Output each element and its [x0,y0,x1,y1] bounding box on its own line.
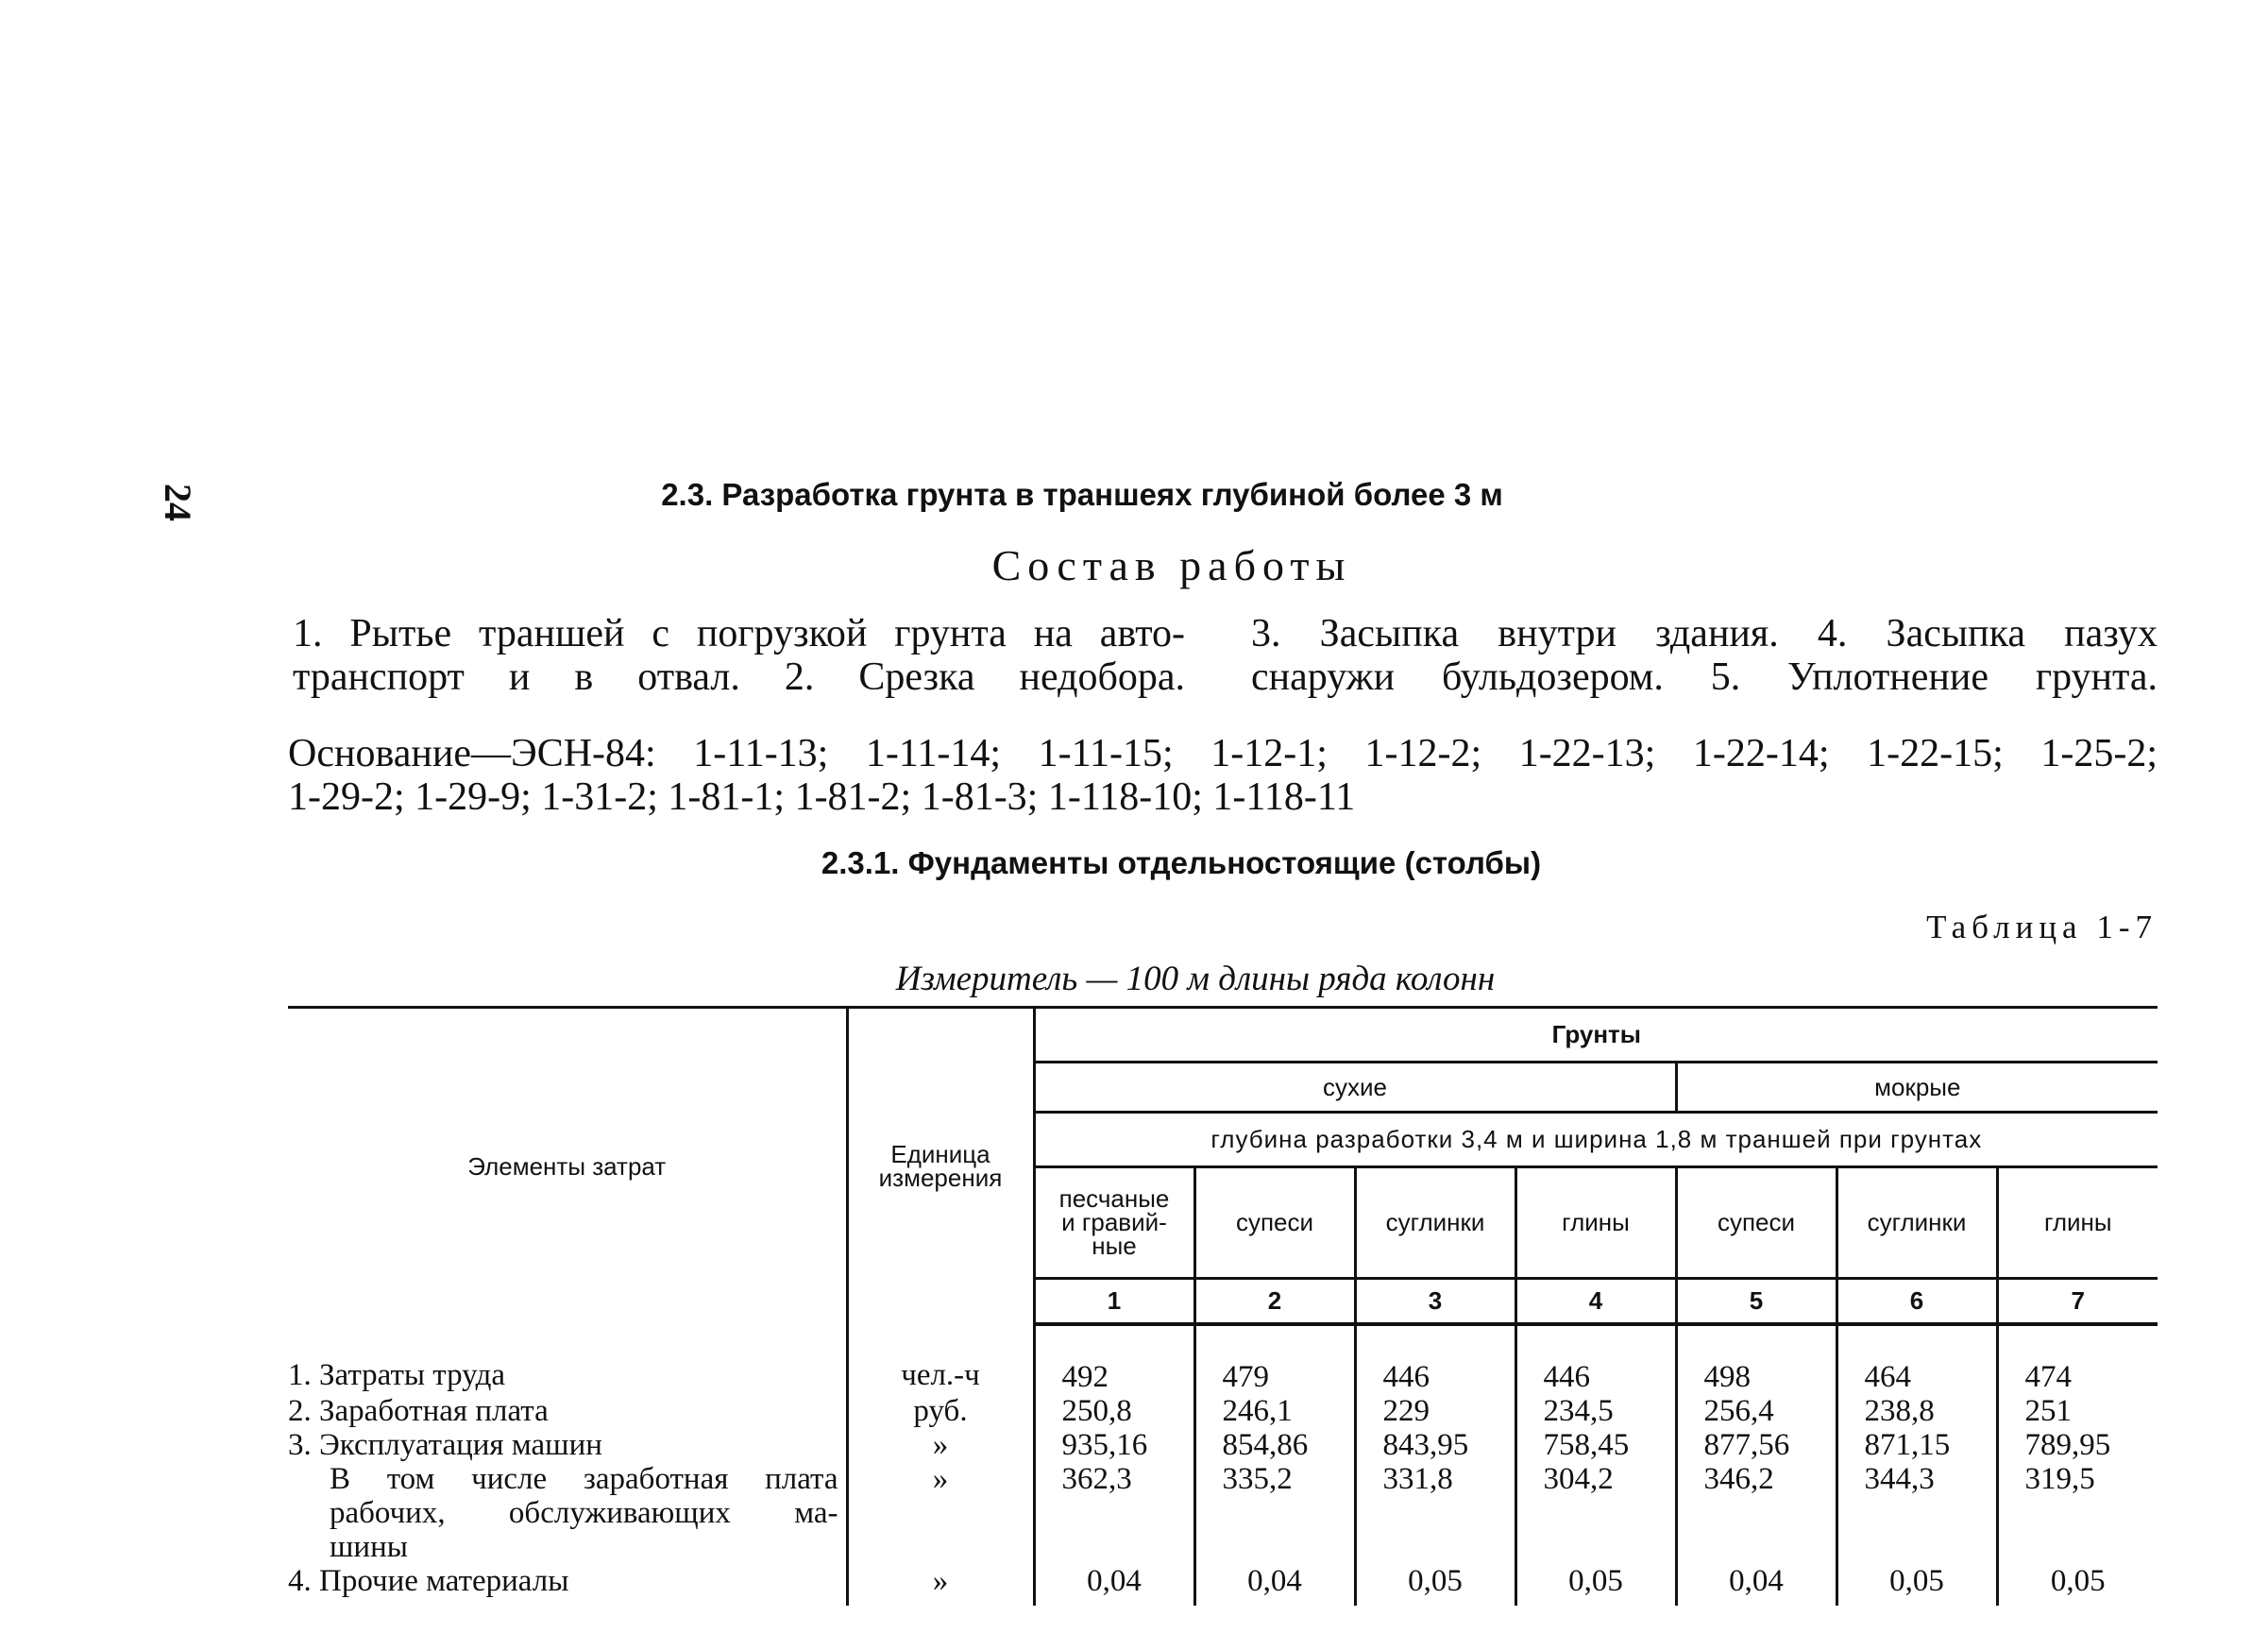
cell-value: 251 [1997,1394,2158,1428]
table-number: Таблица 1-7 [1926,909,2158,945]
col-number-4: 4 [1515,1279,1676,1325]
table-row [288,1428,2158,1462]
cell-value: 331,8 [1355,1462,1515,1564]
subsection-title: 2.3.1. Фундаменты отдельностоящие (столбы) [821,845,1542,880]
cell-value: 238,8 [1836,1394,1997,1428]
basis-references [288,732,2158,819]
basis-line-1: Основание—ЭСН-84: 1-11-13; 1-11-14; 1-11-15; 1-12-1; 1-12-2; 1-22-13; 1-22-14; 1-22-15; 1-25-2; [288,732,2158,775]
cell-value: 229 [1355,1394,1515,1428]
work-left-line-2: транспорт и в отвал. 2. Срезка недобора. [293,655,1185,699]
col-number-5: 5 [1676,1279,1836,1325]
cell-value: 789,95 [1997,1428,2158,1462]
cell-value: 234,5 [1515,1394,1676,1428]
table-row [288,1324,2158,1394]
cell-value: 877,56 [1676,1428,1836,1462]
cell-value: 492 [1034,1324,1194,1394]
page-number: 24 [157,484,199,521]
work-description-right [1251,612,2158,699]
header-type-3: суглинки [1355,1167,1515,1279]
cell-value: 304,2 [1515,1462,1676,1564]
header-depth: глубина разработки 3,4 м и ширина 1,8 м траншей при грунтах [1034,1113,2158,1167]
row-label: 1. Затраты труда [288,1358,506,1392]
col-number-6: 6 [1836,1279,1997,1325]
header-type-7: глины [1997,1167,2158,1279]
cell-value: 335,2 [1194,1462,1355,1564]
row-unit: » [847,1428,1034,1462]
header-wet: мокрые [1676,1063,2158,1113]
cell-value: 464 [1836,1324,1997,1394]
header-type-4: глины [1515,1167,1676,1279]
cell-value: 0,05 [1997,1564,2158,1606]
cost-table-grid [288,1006,2158,1606]
cell-value: 250,8 [1034,1394,1194,1428]
work-left-line-1: 1. Рытье траншей с погрузкой грунта на авто- [293,612,1185,655]
col-number-2: 2 [1194,1279,1355,1325]
cell-value: 871,15 [1836,1428,1997,1462]
cost-table [288,1006,2158,1606]
header-soils: Грунты [1034,1008,2158,1063]
header-elements: Элементы затрат [288,1008,847,1325]
row-unit: » [847,1462,1034,1564]
col-number-3: 3 [1355,1279,1515,1325]
cell-value: 0,05 [1515,1564,1676,1606]
cell-value: 0,04 [1034,1564,1194,1606]
cell-value: 256,4 [1676,1394,1836,1428]
row-label: 4. Прочие материалы [288,1564,569,1598]
header-type-1-text: песчаные и гравий-ные [1058,1184,1170,1260]
cell-value: 246,1 [1194,1394,1355,1428]
section-title: 2.3. Разработка грунта в траншеях глубиной более 3 м [661,477,1503,512]
header-type-5: супеси [1676,1167,1836,1279]
cell-value: 319,5 [1997,1462,2158,1564]
work-right-line-1: 3. Засыпка внутри здания. 4. Засыпка пазух [1251,612,2158,655]
row-label-line-1: В том числе заработная плата [330,1462,838,1496]
row-label-line-3: шины [330,1530,408,1564]
measure-unit: Измеритель — 100 м длины ряда колонн [895,960,1496,998]
cell-value: 0,05 [1836,1564,1997,1606]
table-row [288,1394,2158,1428]
row-label [288,1462,847,1564]
table-row [288,1462,2158,1564]
table-row [288,1564,2158,1606]
cell-value: 346,2 [1676,1462,1836,1564]
cell-value: 344,3 [1836,1462,1997,1564]
header-type-2: супеси [1194,1167,1355,1279]
cell-value: 935,16 [1034,1428,1194,1462]
cell-value: 446 [1355,1324,1515,1394]
header-type-6: суглинки [1836,1167,1997,1279]
col-number-7: 7 [1997,1279,2158,1325]
cell-value: 362,3 [1034,1462,1194,1564]
work-heading: Состав работы [991,541,1352,589]
cell-value: 843,95 [1355,1428,1515,1462]
basis-line-2: 1-29-2; 1-29-9; 1-31-2; 1-81-1; 1-81-2; 1-81-3; 1-118-10; 1-118-11 [288,775,1356,819]
work-description-left [293,612,1185,699]
work-right-line-2: снаружи бульдозером. 5. Уплотнение грунта. [1251,655,2158,699]
header-unit [847,1008,1034,1325]
row-label-line-2: рабочих, обслуживающих ма- [330,1496,838,1530]
cell-value: 0,05 [1355,1564,1515,1606]
header-unit-text: Единица измерения [878,1140,1003,1192]
row-unit: руб. [847,1394,1034,1428]
row-label: 2. Заработная плата [288,1394,549,1428]
cell-value: 446 [1515,1324,1676,1394]
row-unit: чел.-ч [847,1324,1034,1394]
cell-value: 479 [1194,1324,1355,1394]
cell-value: 758,45 [1515,1428,1676,1462]
cell-value: 854,86 [1194,1428,1355,1462]
row-unit: » [847,1564,1034,1606]
header-dry: сухие [1034,1063,1676,1113]
cell-value: 474 [1997,1324,2158,1394]
row-label: 3. Эксплуатация машин [288,1428,602,1462]
header-type-1 [1034,1167,1194,1279]
col-number-1: 1 [1034,1279,1194,1325]
cell-value: 0,04 [1676,1564,1836,1606]
cell-value: 498 [1676,1324,1836,1394]
cell-value: 0,04 [1194,1564,1355,1606]
